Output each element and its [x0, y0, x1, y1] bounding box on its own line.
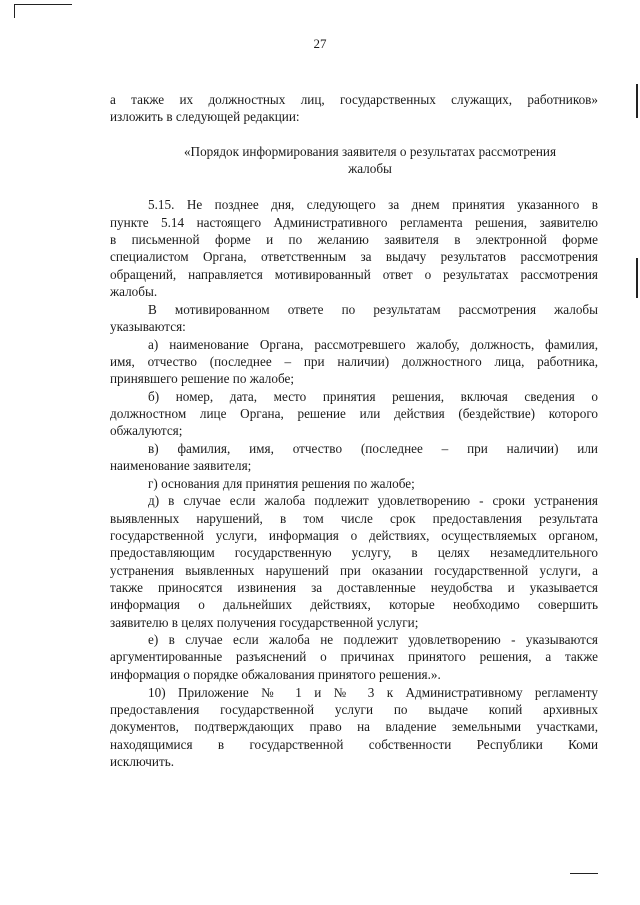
paragraph-line: предоставления государственной услуги по выдаче копий архивных — [110, 702, 598, 717]
paragraph-line: заявителю в целях получения государственной услуги; — [110, 615, 419, 630]
paragraph-line: предоставляющим государственную услугу, в целях незамедлительного — [110, 545, 598, 560]
paragraph-line: выявленных нарушений, в том числе срок предоставления результата — [110, 511, 598, 526]
paragraph-line: находящимися в государственной собственности Республики Коми — [110, 737, 598, 752]
section-heading: «Порядок информирования заявителя о результатах рассмотрения — [183, 144, 557, 159]
paragraph-line: жалобы. — [110, 284, 158, 299]
paragraph-line: также приносятся извинения за доставленные неудобства и указывается — [110, 580, 598, 595]
paragraph-line: наименование заявителя; — [110, 458, 252, 473]
paragraph-line: 5.15. Не позднее дня, следующего за днем принятия указанного в — [148, 197, 598, 212]
paragraph-line: В мотивированном ответе по результатам рассмотрения жалобы — [148, 302, 598, 317]
paragraph-line: аргументированные разъяснений о причинах принятого решения, а также — [110, 649, 598, 664]
intro-line: а также их должностных лиц, государственных служащих, работников» — [110, 92, 598, 107]
paragraph-line: документов, подтверждающих право на владение земельными участками, — [110, 719, 598, 734]
paragraph-line: е) в случае если жалоба не подлежит удовлетворению - указываются — [148, 632, 598, 647]
paragraph-line: д) в случае если жалоба подлежит удовлетворению - сроки устранения — [148, 493, 598, 508]
intro-line: изложить в следующей редакции: — [110, 109, 300, 124]
paragraph-line: 10) Приложение № 1 и № 3 к Административному регламенту — [148, 685, 598, 700]
paragraph-line: должностном лице Органа, решение или действия (бездействие) которого — [110, 406, 598, 421]
paragraph-line: в) фамилия, имя, отчество (последнее – при наличии) или — [148, 441, 598, 456]
paragraph-line: обращений, направляется мотивированный ответ о результатах рассмотрения — [110, 267, 598, 282]
paragraph-line: в письменной форме и по желанию заявителя в электронной форме — [110, 232, 598, 247]
page-number: 27 — [313, 36, 327, 51]
paragraph-line: принявшего решение по жалобе; — [110, 371, 295, 386]
paragraph-line: б) номер, дата, место принятия решения, включая сведения о — [148, 389, 598, 404]
paragraph-line: исключить. — [110, 754, 175, 769]
section-heading: жалобы — [348, 161, 392, 176]
paragraph-line: специалистом Органа, ответственным за выдачу результатов рассмотрения — [110, 249, 598, 264]
scan-edge-mark-right — [636, 258, 638, 298]
paragraph-line: имя, отчество (последнее – при наличии) должностного лица, работника, — [110, 354, 598, 369]
paragraph-line: информация о порядке обжалования принятого решения.». — [110, 667, 441, 682]
paragraph-line: государственной услуги, информация о действиях, осуществляемых органом, — [110, 528, 598, 543]
scan-edge-mark-top-right — [636, 84, 638, 118]
paragraph-line: обжалуются; — [110, 423, 183, 438]
paragraph-line: пункте 5.14 настоящего Административного регламента решения, заявителю — [110, 215, 598, 230]
paragraph-line: указываются: — [110, 319, 186, 334]
paragraph-line: а) наименование Органа, рассмотревшего жалобу, должность, фамилия, — [148, 337, 598, 352]
paragraph-line: информация о дальнейших действиях, которые необходимо совершить — [110, 597, 598, 612]
paragraph-line: устранения выявленных нарушений при оказании государственной услуги, а — [110, 563, 598, 578]
scan-edge-mark-bottom — [570, 873, 598, 874]
paragraph-line: г) основания для принятия решения по жалобе; — [148, 476, 415, 491]
